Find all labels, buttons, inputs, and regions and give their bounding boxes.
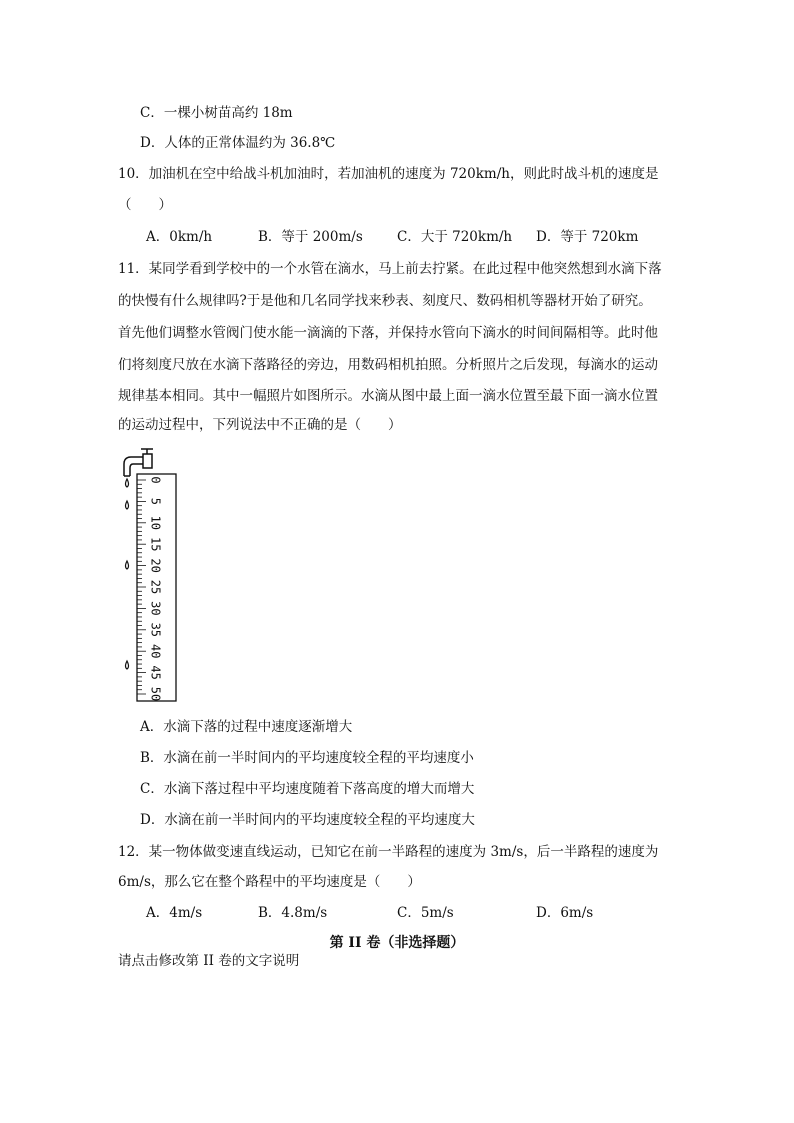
q11-option-c: C．水滴下落过程中平均速度随着下落高度的增大而增大 <box>140 781 475 797</box>
q11-stem-line1: 11．某同学看到学校中的一个水管在滴水，马上前去拧紧。在此过程中他突然想到水滴下落 <box>118 261 662 277</box>
q11-stem-line5: 规律基本相同。其中一幅照片如图所示。水滴从图中最上面一滴水位置至最下面一滴水位置 <box>118 388 658 404</box>
q12-option-b: B．4.8m/s <box>258 905 328 921</box>
q10-option-b: B．等于 200m/s <box>258 229 363 245</box>
q10-option-a: A．0km/h <box>146 229 213 245</box>
water-drop-icon <box>126 561 129 569</box>
q11-stem-line4: 们将刻度尺放在水滴下落路径的旁边，用数码相机拍照。分析照片之后发现，每滴水的运动 <box>118 357 658 373</box>
section-2-note: 请点击修改第 II 卷的文字说明 <box>118 953 300 969</box>
ruler-label: 30 <box>148 601 163 616</box>
ruler-label: 40 <box>148 643 163 659</box>
q9-option-c: C．一棵小树苗高约 18m <box>140 105 293 121</box>
water-drop-icon <box>126 501 129 509</box>
q10-option-c: C．大于 720km/h <box>397 229 513 245</box>
faucet-ruler-figure <box>115 446 185 706</box>
q12-stem-line1: 12．某一物体做变速直线运动，已知它在前一半路程的速度为 3m/s，后一半路程的速度为 <box>118 844 659 860</box>
q12-option-a: A．4m/s <box>146 905 203 921</box>
q10-stem-line2: （ ） <box>118 197 172 213</box>
ruler-label: 0 <box>148 476 163 484</box>
q11-option-a: A．水滴下落的过程中速度逐渐增大 <box>140 719 353 735</box>
q10-option-d: D．等于 720km <box>536 229 639 245</box>
ruler-label: 10 <box>148 515 163 531</box>
water-drop-icon <box>126 479 129 487</box>
ruler-label: 15 <box>148 536 163 552</box>
q12-stem-line2: 6m/s，那么它在整个路程中的平均速度是（ ） <box>118 874 421 890</box>
ruler-label: 25 <box>148 579 163 595</box>
water-drop-icon <box>126 661 129 669</box>
q11-option-b: B．水滴在前一半时间内的平均速度较全程的平均速度小 <box>140 750 474 766</box>
q9-option-d: D．人体的正常体温约为 36.8℃ <box>140 135 336 151</box>
section-2-title: 第 II 卷（非选择题） <box>329 935 465 951</box>
ruler-label: 5 <box>148 497 163 506</box>
q11-option-d: D．水滴在前一半时间内的平均速度较全程的平均速度大 <box>140 812 475 828</box>
q10-stem-line1: 10．加油机在空中给战斗机加油时，若加油机的速度为 720km/h，则此时战斗机的速度是 <box>118 166 659 182</box>
ruler-label: 45 <box>148 665 163 680</box>
ruler-label: 50 <box>148 686 163 702</box>
ruler-label: 35 <box>148 622 163 638</box>
q12-option-d: D．6m/s <box>536 905 594 921</box>
ruler-label: 20 <box>148 558 163 573</box>
q11-stem-line6: 的运动过程中，下列说法中不正确的是（ ） <box>118 417 402 433</box>
faucet-icon <box>124 449 153 476</box>
q12-option-c: C．5m/s <box>397 905 454 921</box>
q11-stem-line2: 的快慢有什么规律吗?于是他和几名同学找来秒表、刻度尺、数码相机等器材开始了研究。 <box>118 293 652 309</box>
q11-stem-line3: 首先他们调整水管阀门使水能一滴滴的下落，并保持水管向下滴水的时间间隔相等。此时他 <box>118 325 658 341</box>
